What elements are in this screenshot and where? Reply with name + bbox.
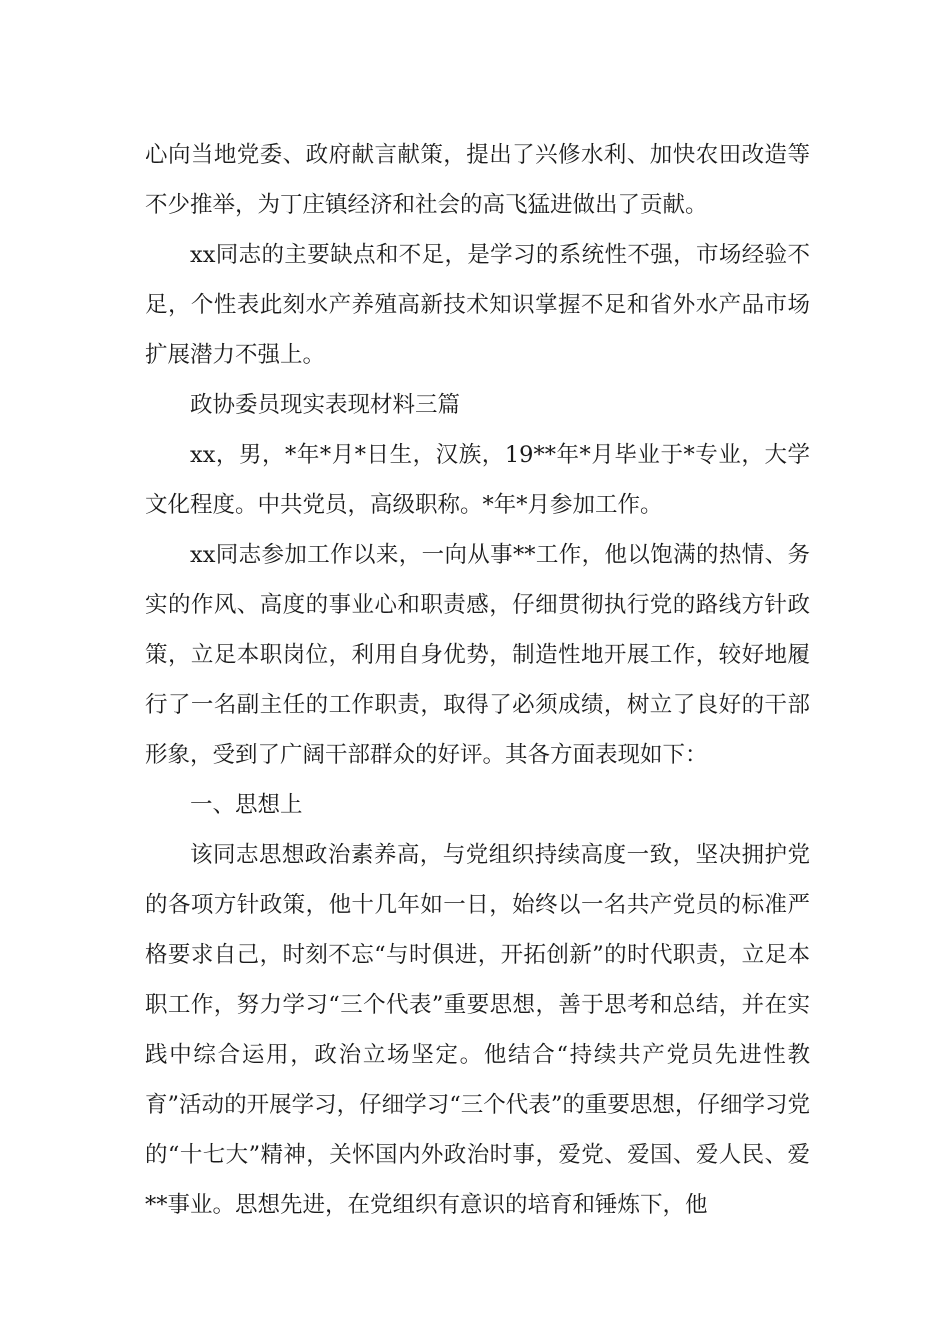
paragraph-5: xx同志参加工作以来，一向从事**工作，他以饱满的热情、务实的作风、高度的事业心和职责感，仔细贯彻执行党的路线方针政策，立足本职岗位，利用自身优势，制造性地开展工作，较好地履行了一名副主任的工作职责，取得了必须成绩，树立了良好的干部形象，受到了广阔干部群众的好评。其各方面表现如下：	[145, 542, 810, 768]
paragraph-1: 心向当地党委、政府献言献策，提出了兴修水利、加快农田改造等不少推举，为丁庄镇经济和社会的高飞猛进做出了贡献。	[145, 142, 810, 218]
subsection-heading: 一、思想上	[190, 792, 303, 818]
paragraph-2: xx同志的主要缺点和不足，是学习的系统性不强，市场经验不足，个性表此刻水产养殖高新技术知识掌握不足和省外水产品市场扩展潜力不强上。	[145, 242, 810, 368]
section-title: 政协委员现实表现材料三篇	[190, 392, 461, 418]
document-body	[145, 130, 810, 1230]
paragraph-4: xx，男，*年*月*日生，汉族，19**年*月毕业于*专业，大学文化程度。中共党员，高级职称。*年*月参加工作。	[145, 442, 810, 518]
paragraph-7: 该同志思想政治素养高，与党组织持续高度一致，坚决拥护党的各项方针政策，他十几年如一日，始终以一名共产党员的标准严格要求自己，时刻不忘“与时俱进，开拓创新”的时代职责，立足本职工作，努力学习“三个代表”重要思想，善于思考和总结，并在实践中综合运用，政治立场坚定。他结合“持续共产党员先进性教育”活动的开展学习，仔细学习“三个代表”的重要思想，仔细学习党的“十七大”精神，关怀国内外政治时事，爱党、爱国、爱人民、爱**事业。思想先进，在党组织有意识的培育和锤炼下，他	[145, 842, 810, 1218]
